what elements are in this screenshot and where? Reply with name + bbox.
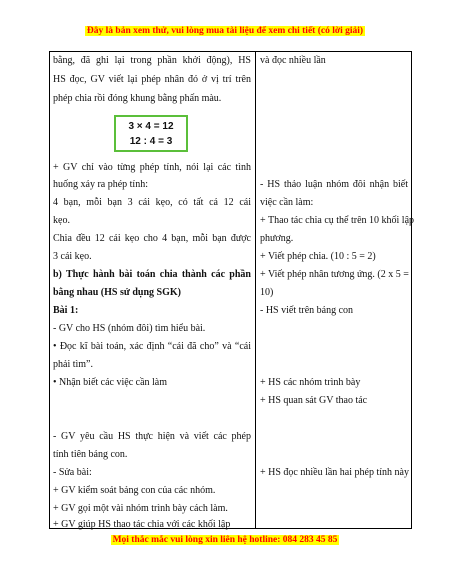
text-line: kẹo. bbox=[53, 215, 70, 226]
text-line: + GV giúp HS thao tác chia với các khối lập bbox=[53, 519, 231, 530]
text-line: bằng, đã ghi lại trong phần khởi động), HS bbox=[53, 55, 251, 66]
text-line: huống xảy ra phép tính: bbox=[53, 179, 148, 190]
text-line: - HS thảo luận nhóm đôi nhận biết bbox=[260, 179, 408, 190]
text-line: phương. bbox=[260, 233, 294, 244]
text-line: việc cần làm: bbox=[260, 197, 314, 208]
column-divider bbox=[255, 52, 256, 528]
text-line: + HS các nhóm trình bày bbox=[260, 377, 361, 388]
exercise-title: Bài 1: bbox=[53, 305, 79, 316]
preview-banner bbox=[0, 26, 450, 36]
text-line: tính tiên bảng con. bbox=[53, 449, 128, 460]
text-line: + Viết phép nhân tương ứng. (2 x 5 = bbox=[260, 269, 409, 280]
text-line: • Nhận biết các việc cần làm bbox=[53, 377, 167, 388]
text-line: • Đọc kĩ bài toán, xác định “cái đã cho” và “cái bbox=[53, 341, 251, 352]
text-line: + GV gọi một vài nhóm trình bày cách làm. bbox=[53, 503, 228, 514]
text-line: 10) bbox=[260, 287, 274, 298]
text-line: - Sửa bài: bbox=[53, 467, 92, 478]
text-line: phải tìm”. bbox=[53, 359, 93, 370]
text-line: + Thao tác chia cụ thể trên 10 khối lập bbox=[260, 215, 415, 226]
hotline-banner bbox=[0, 535, 450, 545]
text-line: HS đọc, GV viết lại phép nhân đó ở vị trí trên bbox=[53, 74, 251, 85]
text-line: + Viết phép chia. (10 : 5 = 2) bbox=[260, 251, 376, 262]
text-line: + GV kiểm soát bảng con của các nhóm. bbox=[53, 485, 216, 496]
section-heading: b) Thực hành bài toán chia thành các phần bbox=[53, 269, 251, 280]
text-line: phép chia rồi đóng khung bằng phấn màu. bbox=[53, 93, 222, 104]
text-line: - GV yêu cầu HS thực hiện và viết các phép bbox=[53, 431, 251, 442]
text-line: + HS đọc nhiều lần hai phép tính này bbox=[260, 467, 409, 478]
division-equation: 12 : 4 = 3 bbox=[129, 136, 173, 147]
lesson-table bbox=[49, 51, 415, 530]
multiplication-equation: 3 × 4 = 12 bbox=[128, 121, 174, 132]
text-line: - HS viết trên bảng con bbox=[260, 305, 354, 316]
highlighted-math-box bbox=[114, 115, 188, 152]
preview-banner-text: Đây là bản xem thử, vui lòng mua tài liệu để xem chi tiết (có lời giải) bbox=[86, 26, 364, 36]
text-line: Chia đều 12 cái kẹo cho 4 bạn, mỗi bạn được bbox=[53, 233, 251, 244]
section-heading: bằng nhau (HS sử dụng SGK) bbox=[53, 287, 182, 298]
text-line: và đọc nhiều lần bbox=[260, 55, 326, 66]
text-line: 4 bạn, mỗi bạn 3 cái kẹo, có tất cả 12 cái bbox=[53, 197, 251, 208]
hotline-banner-text: Mọi thắc mắc vui lòng xin liên hệ hotline: 084 283 45 85 bbox=[112, 535, 338, 545]
text-line: - GV cho HS (nhóm đôi) tìm hiểu bài. bbox=[53, 323, 206, 334]
text-line: + GV chỉ vào từng phép tính, nói lại các tình bbox=[53, 162, 251, 173]
text-line: 3 cái kẹo. bbox=[53, 251, 92, 262]
text-line: + HS quan sát GV thao tác bbox=[260, 395, 368, 406]
